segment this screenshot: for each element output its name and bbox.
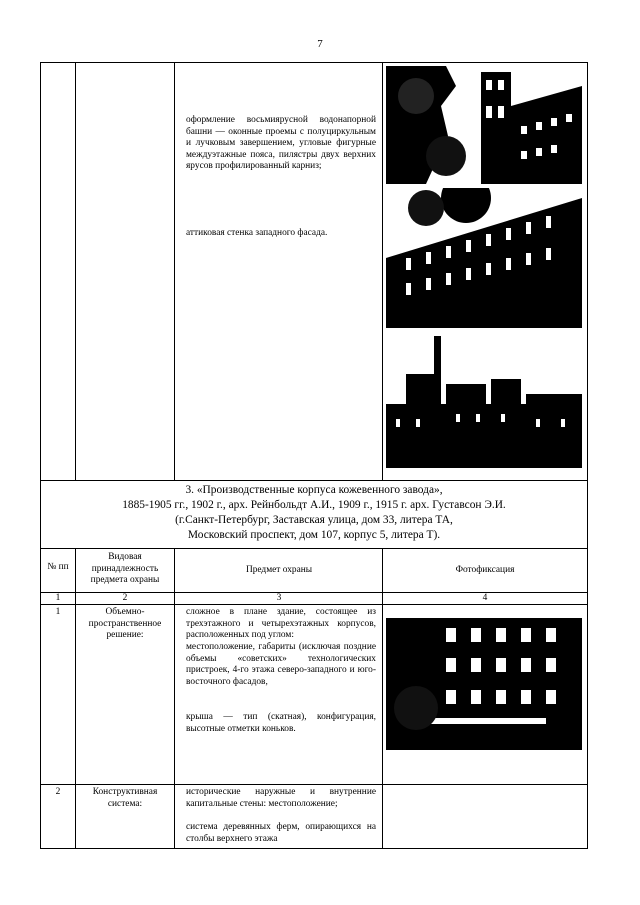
column-divider [382,548,383,848]
row-number: 2 [55,787,61,797]
header-subject: Предмет охраны [245,565,313,575]
photo-tannery-building [386,608,582,750]
column-divider [75,548,76,848]
page-number: 7 [317,38,323,50]
desc-tower-decoration: оформление восьмиярусной водонапорной башни — оконные проемы с полуциркульным и лучковым завершением, угловые фигурные междуэтажные пояса, пилястры двух верхних ярусов профилированный карниз; [186,115,376,172]
photo-tower [386,66,582,184]
protection-table [40,62,588,849]
row-desc-2: местоположение, габариты (исключая поздние объемы «советских» технологических пристроек, 4-го этажа северо-западного и юго-восточного фасадов, [186,642,376,687]
row-type: Конструктивная система: [92,787,158,809]
col-number: 4 [482,593,488,603]
column-divider [382,62,383,480]
table-row-divider [40,784,588,785]
col-number: 1 [55,593,61,603]
row-type: Объемно-пространственное решение: [88,607,162,641]
table-border-right [587,62,588,849]
table-row-divider [40,548,588,549]
header-photo: Фотофиксация [455,565,515,575]
desc-attic-wall: аттиковая стенка западного фасада. [186,228,328,238]
row-desc-1: сложное в плане здание, состоящее из трехэтажного и четырехэтажных корпусов, расположенных под углом: [186,607,376,641]
section-address: (г.Санкт-Петербург, Заставская улица, дом 33, литера ТА, [175,514,453,526]
row-number: 1 [55,607,61,617]
photo-factory-chimney [386,334,582,468]
section-subtitle: 1885-1905 гг., 1902 г., арх. Рейнбольдт А.И., 1909 г., 1915 г. арх. Густавсон Э.И. [122,499,506,511]
table-border-left [40,62,41,849]
header-num: № пп [47,562,69,572]
photo-west-facade [386,188,582,328]
header-type: Видовая принадлежность предмета охраны [90,552,160,586]
column-divider [75,62,76,480]
col-number: 2 [122,593,128,603]
row-desc-1: исторические наружные и внутренние капитальные стены: местоположение; [186,787,376,809]
section-title: 3. «Производственные корпуса кожевенного завода», [185,484,443,496]
column-divider [174,548,175,848]
column-divider [174,62,175,480]
section-address-2: Московский проспект, дом 107, корпус 5, литера Т). [187,529,441,541]
table-row-divider [40,480,588,481]
row-desc-2: система деревянных ферм, опирающихся на столбы верхнего этажа [186,822,376,844]
row-desc-3: крыша — тип (скатная), конфигурация, высотные отметки коньков. [186,712,376,734]
col-number: 3 [276,593,282,603]
table-border-top [40,62,588,63]
table-border-bottom [40,848,588,849]
